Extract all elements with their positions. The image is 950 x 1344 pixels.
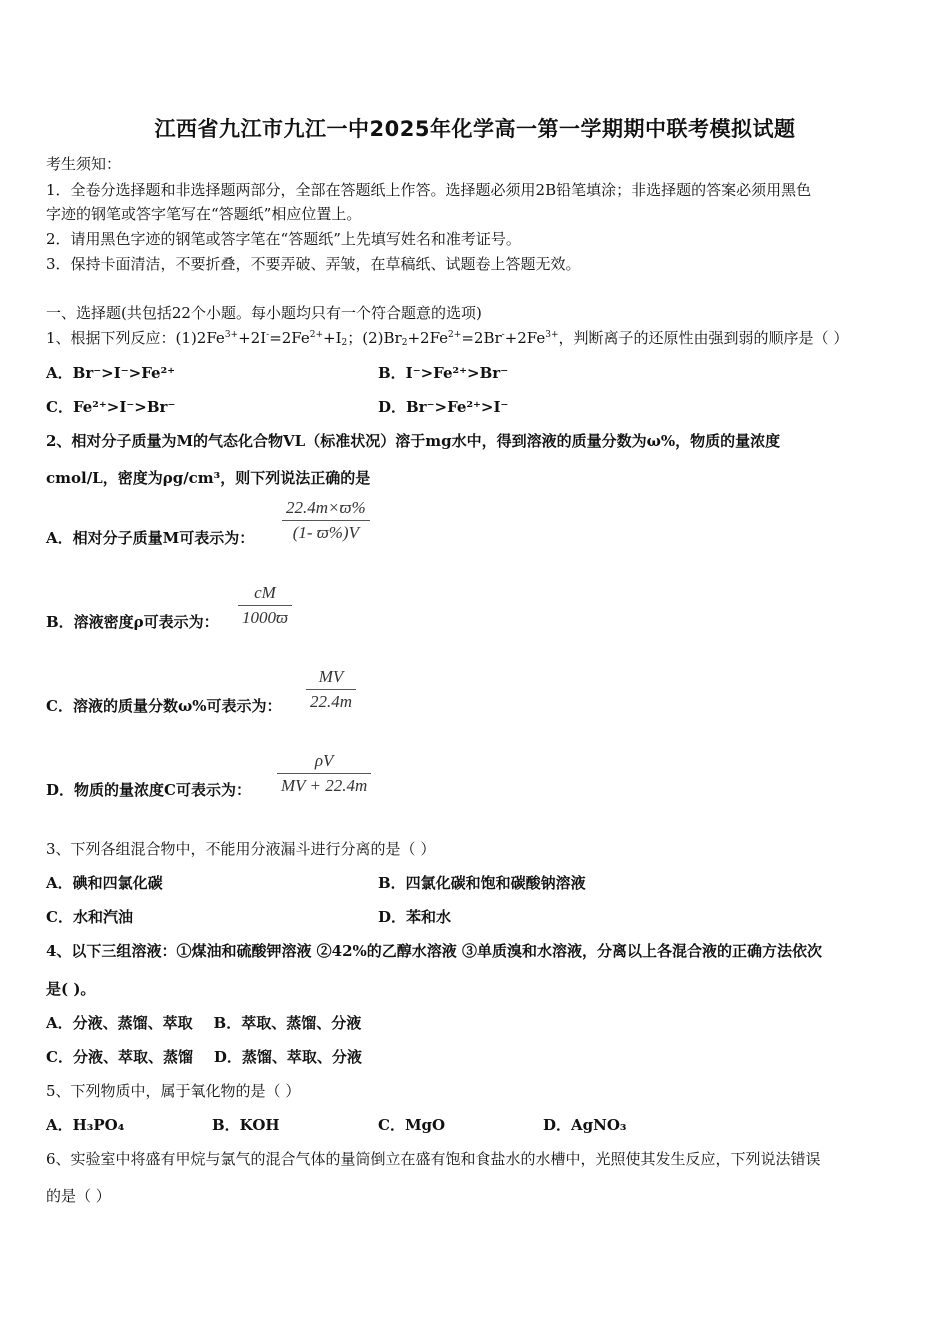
- q4-options-row-2[interactable]: C．分液、萃取、蒸馏 D．蒸馏、萃取、分液: [46, 1048, 362, 1066]
- q2-option-b[interactable]: B．溶液密度ρ可表示为：: [46, 613, 219, 631]
- q3-option-c[interactable]: C．水和汽油: [46, 908, 133, 926]
- q2-a-numerator: 22.4m×ϖ%: [282, 498, 370, 521]
- q2-c-denominator: 22.4m: [310, 692, 353, 711]
- page-title: 江西省九江市九江一中2025年化学高一第一学期期中联考模拟试题: [154, 117, 796, 141]
- q1-stem-part: =2Fe: [269, 329, 310, 347]
- q2-c-fraction: [306, 667, 356, 712]
- q2-c-numerator: MV: [306, 667, 356, 690]
- q1-option-c[interactable]: C．Fe²⁺>I⁻>Br⁻: [46, 398, 176, 416]
- q1-stem-part: =2Br: [461, 329, 502, 347]
- q3-stem: 3、下列各组混合物中，不能用分液漏斗进行分离的是（ ）: [46, 840, 436, 858]
- q2-d-fraction: [277, 751, 371, 796]
- q2-stem-a: 2、相对分子质量为M的气态化合物VL（标准状况）溶于mg水中，得到溶液的质量分数为ω%，物质的量浓度: [46, 432, 781, 450]
- q3-option-b[interactable]: B．四氯化碳和饱和碳酸钠溶液: [378, 874, 586, 892]
- section-heading: 一、选择题(共包括22个小题。每小题均只有一个符合题意的选项): [46, 304, 482, 322]
- q1-option-d[interactable]: D．Br⁻>Fe²⁺>I⁻: [378, 398, 509, 416]
- q2-option-d[interactable]: D．物质的量浓度C可表示为：: [46, 781, 251, 799]
- q1-stem-part: +2I: [238, 329, 267, 347]
- q2-d-numerator: ρV: [277, 751, 371, 774]
- q2-option-a[interactable]: A．相对分子质量M可表示为：: [46, 529, 255, 547]
- q3-option-a[interactable]: A．碘和四氯化碳: [46, 874, 163, 892]
- q2-a-fraction: [282, 498, 370, 543]
- q2-stem-b: cmol/L，密度为ρg/cm³，则下列说法正确的是: [46, 469, 371, 487]
- q3-option-d[interactable]: D．苯和水: [378, 908, 452, 926]
- notice-item-1b: 字迹的钢笔或答字笔写在“答题纸”相应位置上。: [46, 205, 362, 223]
- q6-stem-a: 6、实验室中将盛有甲烷与氯气的混合气体的量筒倒立在盛有饱和食盐水的水槽中，光照使其发生反应，下列说法错误: [46, 1150, 821, 1168]
- q6-stem-b: 的是（ ）: [46, 1187, 111, 1205]
- q5-option-a[interactable]: A．H₃PO₄: [46, 1116, 125, 1134]
- q1-stem-pre: 1、根据下列反应：(1)2Fe: [46, 329, 225, 347]
- q4-stem-b: 是( )。: [46, 980, 96, 998]
- q1-stem-part: +I: [323, 329, 342, 347]
- q2-option-c[interactable]: C．溶液的质量分数ω%可表示为：: [46, 697, 282, 715]
- q5-option-d[interactable]: D．AgNO₃: [543, 1116, 627, 1134]
- q2-d-denominator: MV + 22.4m: [281, 776, 368, 795]
- q2-b-denominator: 1000ϖ: [242, 608, 289, 627]
- q2-a-denominator: (1- ϖ%)V: [292, 523, 359, 542]
- q4-stem-a: 4、以下三组溶液：①煤油和硫酸钾溶液 ②42%的乙醇水溶液 ③单质溴和水溶液，分离以上各混合液的正确方法依次: [46, 942, 823, 960]
- q1-stem-part: +2Fe: [504, 329, 546, 347]
- notice-item-2: 2．请用黑色字迹的钢笔或答字笔在“答题纸”上先填写姓名和准考证号。: [46, 230, 521, 248]
- q5-option-c[interactable]: C．MgO: [378, 1116, 446, 1134]
- q2-b-fraction: [238, 583, 292, 628]
- notice-item-3: 3．保持卡面清洁，不要折叠，不要弄破、弄皱，在草稿纸、试题卷上答题无效。: [46, 255, 581, 273]
- q2-b-numerator: cM: [238, 583, 292, 606]
- q1-stem: 1、根据下列反应：$(1)2Fe^{3+}+2I^-=2Fe^{2+}+I_2$；$(2)Br_2+2Fe^{2+}=2Br^-+2Fe^{3+}$，判断离子的还原性由强到弱的顺序是（ ）: [46, 329, 849, 348]
- q1-stem-part: +2Fe: [407, 329, 449, 347]
- q1-option-a[interactable]: A．Br⁻>I⁻>Fe²⁺: [46, 364, 176, 382]
- q5-option-b[interactable]: B．KOH: [212, 1116, 280, 1134]
- q1-stem-post: ，判断离子的还原性由强到弱的顺序是（ ）: [558, 329, 849, 347]
- q4-options-row-1[interactable]: A．分液、蒸馏、萃取 B．萃取、蒸馏、分液: [46, 1014, 362, 1032]
- q1-option-b[interactable]: B．I⁻>Fe²⁺>Br⁻: [378, 364, 509, 382]
- q5-stem: 5、下列物质中，属于氧化物的是（ ）: [46, 1082, 301, 1100]
- notice-heading: 考生须知：: [46, 155, 122, 173]
- q1-stem-part: ；(2)Br: [347, 329, 402, 347]
- notice-item-1a: 1．全卷分选择题和非选择题两部分，全部在答题纸上作答。选择题必须用2B铅笔填涂；非选择题的答案必须用黑色: [46, 181, 812, 199]
